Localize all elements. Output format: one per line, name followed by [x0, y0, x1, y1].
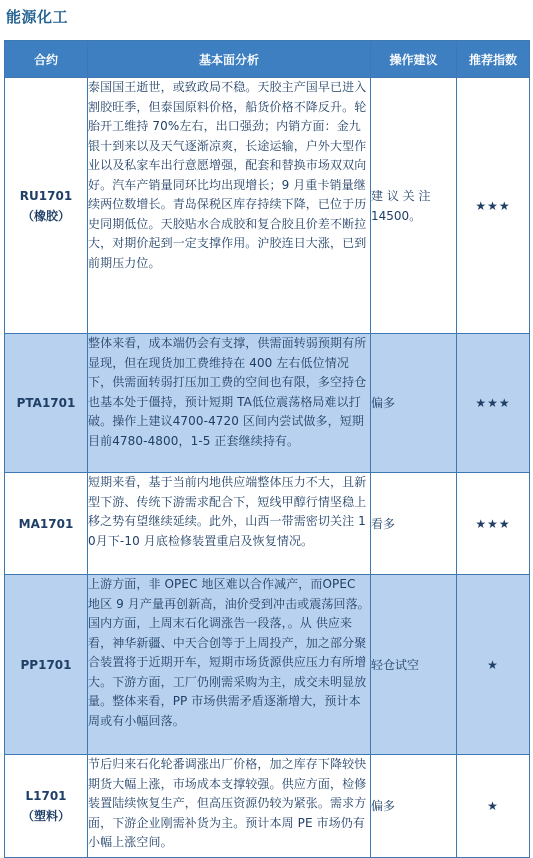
table-row [5, 334, 530, 473]
analysis-table [4, 40, 530, 858]
header-rating: 推荐指数 [457, 41, 530, 78]
header-advice: 操作建议 [371, 41, 457, 78]
table-header-row [5, 41, 530, 78]
header-contract: 合约 [5, 41, 88, 78]
advice-cell: 建 议 关 注14500。 [371, 78, 457, 334]
star-rating-icon: ★ [487, 799, 499, 813]
star-rating-icon: ★ [487, 657, 499, 672]
advice-cell: 看多 [371, 473, 457, 575]
header-analysis: 基本面分析 [88, 41, 371, 78]
contract-code: PP1701 [20, 657, 72, 672]
contract-subtitle: （塑料） [21, 809, 70, 823]
contract-subtitle: （橡胶） [21, 208, 70, 223]
rating-cell [457, 575, 530, 755]
rating-cell [457, 334, 530, 473]
analysis-cell: 泰国国王逝世，或致政局不稳。天胶主产国早已进入割胶旺季，但泰国原料价格，船货价格不降反升。轮胎开工维持 70%左右，出口强劲；内销方面：金九银十到来以及天气逐渐凉爽，长途运输，户外大型作业以及私家车出行意愿增强，配套和替换市场双双向好。汽车产销量同环比均出现增长；9 月重卡销量继续两位数增长。青岛保税区库存持续下降，已位于历史同期低位。天胶贴水合成胶和复合胶且价差不断拉大，对期价起到一定支撑作用。沪胶连日大涨，已到前期压力位。 [88, 78, 371, 334]
rating-cell [457, 473, 530, 575]
advice-cell: 偏多 [371, 334, 457, 473]
contract-cell [5, 473, 88, 575]
advice-cell: 轻仓试空 [371, 575, 457, 755]
contract-code: PTA1701 [16, 396, 76, 410]
rating-cell [457, 755, 530, 858]
analysis-cell: 上游方面，非 OPEC 地区难以合作减产，而OPEC 地区 9 月产量再创新高，油价受到冲击或震荡回落。国内方面，上周末石化调涨告一段落，。从 供应来看，神华新疆、中天合创等于上周投产，加之部分聚合装置将于近期开车，短期市场货源供应压力有所增大。下游方面，工厂仍刚需采购为主，成交未明显放量。整体来看，PP 市场供需矛盾逐渐增大，预计本周或有小幅回落。 [88, 575, 371, 755]
advice-cell: 偏多 [371, 755, 457, 858]
star-rating-icon: ★★★ [475, 516, 511, 531]
table-row [5, 78, 530, 334]
contract-code: RU1701 [19, 188, 73, 203]
table-row [5, 575, 530, 755]
star-rating-icon: ★★★ [475, 396, 511, 410]
contract-code: MA1701 [18, 516, 74, 531]
analysis-cell: 节后归来石化轮番调涨出厂价格，加之库存下降较快期货大幅上涨，市场成本支撑较强。供应方面，检修装置陆续恢复生产，但高压资源仍较为紧张。需求方面，下游企业刚需补货为主。预计本周 PE 市场仍有小幅上涨空间。 [88, 755, 371, 858]
rating-cell [457, 78, 530, 334]
section-title: 能源化工 [6, 8, 69, 26]
contract-cell [5, 334, 88, 473]
star-rating-icon: ★★★ [475, 198, 511, 213]
analysis-cell: 整体来看，成本端仍会有支撑，供需面转弱预期有所显现，但在现货加工费维持在 400 左右低位情况下，供需面转弱打压加工费的空间也有限，多空持仓也基本处于僵持，预计短期 TA低位震荡格局难以打破。操作上建议4700-4720 区间内尝试做多，短期目前4780-4800，1-5 正套继续持有。 [88, 334, 371, 473]
contract-cell [5, 575, 88, 755]
contract-cell [5, 755, 88, 858]
table-row [5, 473, 530, 575]
contract-cell [5, 78, 88, 334]
analysis-cell: 短期来看，基于当前内地供应端整体压力不大，且新型下游、传统下游需求配合下，短线甲醇行情坚稳上移之势有望继续延续。此外，山西一带需密切关注 10月下-10 月底检修装置重启及恢复情况。 [88, 473, 371, 575]
table-row [5, 755, 530, 858]
contract-code: L1701 [25, 789, 67, 803]
